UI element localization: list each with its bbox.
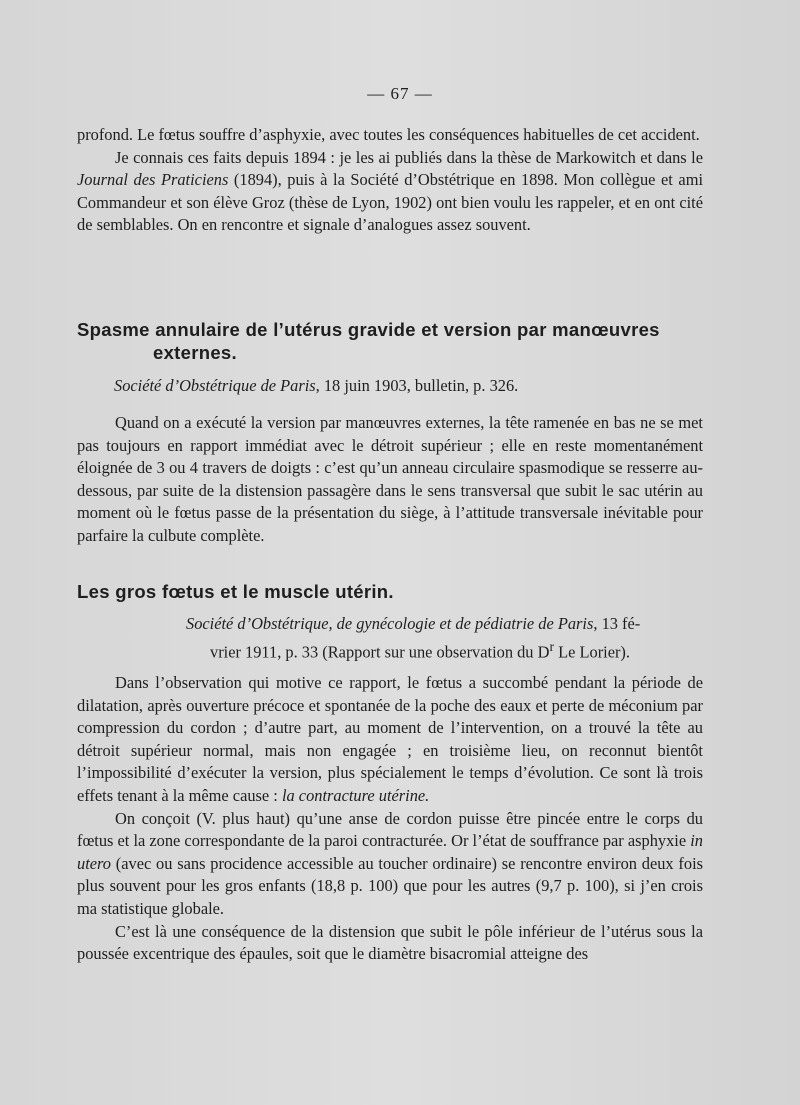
reference-spasme bbox=[114, 374, 704, 397]
observation-text: Dans l’observation qui motive ce rapport, le fœtus a succombé pendant la période de dilatation, après ouverture précoce et spontanée de la poche des eaux et perte de méconium par compression du cordon ; d’autre part, au moment de l’intervention, on a trouvé la tête au détroit supérieur normal, mais non engagée ; en troisième lieu, on reconnut bientôt l’impossibilité d’exécuter la version, plus spécialement le temps d’évolution. Ce sont là trois effets tenant à la même cause : bbox=[77, 673, 703, 805]
reference-gros bbox=[186, 612, 704, 663]
opening-text-block bbox=[77, 124, 703, 237]
paragraph-observation bbox=[77, 672, 703, 808]
page-number: — 67 — bbox=[367, 84, 433, 103]
faits-text-after: (1894), puis à la Société d’Obstétrique en 1898. Mon collègue et ami Commandeur et son élève Groz (thèse de Lyon, 1902) ont bien voulu les rappeler, et en ont cité de semblables. On en rencontre et signale d’analogues assez souvent. bbox=[77, 170, 703, 235]
journal-title: Journal des Praticiens bbox=[77, 170, 229, 190]
observation-italic: la contracture utérine. bbox=[281, 785, 430, 805]
reference-society: Société d’Obstétrique de Paris bbox=[114, 376, 316, 395]
reference-continuation bbox=[186, 635, 704, 663]
reference-superscript: r bbox=[549, 639, 554, 654]
paragraph-distension: C’est là une conséquence de la distension que subit le pôle inférieur de l’utérus sous la poussée excentrique des épaules, soit que le diamètre bisacromial atteigne des bbox=[77, 921, 703, 964]
section-heading-spasme bbox=[77, 318, 703, 364]
cordon-text-a: On conçoit (V. plus haut) qu’une anse de cordon puisse être pincée entre le corps du fœtus et la zone correspondante de la paroi contracturée. Or l’état de souffrance par asphyxie bbox=[77, 808, 703, 851]
cordon-text-b: (avec ou sans procidence accessible au toucher ordinaire) se rencontre environ deux fois plus souvent pour les gros enfants (18,8 p. 100) que pour les autres (9,7 p. 100), si j’en crois ma statistique globale. bbox=[77, 853, 703, 918]
paragraph-spasme: Quand on a exécuté la version par manœuvres externes, la tête ramenée en bas ne se met pas toujours en rapport immédiat avec le détroit supérieur ; elle en reste momentanément éloignée de 3 ou 4 travers de doigts : c’est qu’un anneau circulaire spasmodique se resserre au-dessous, par suite de la distension passagère dans le sens transversal que subit le sac utérin au moment où le fœtus passe de la présentation du siège, à l’attitude transversale inévitable pour parfaire la culbute complète. bbox=[77, 413, 703, 545]
paragraph-cordon bbox=[77, 808, 703, 921]
reference-detail-c: Le Lorier). bbox=[554, 642, 630, 662]
faits-text-before: Je connais ces faits depuis 1894 : je les ai publiés dans la thèse de Markowitch et dans le bbox=[115, 147, 703, 167]
reference-society: Société d’Obstétrique, de gynécologie et de pédiatrie de Paris bbox=[186, 614, 594, 633]
heading-spasme-line2: externes. bbox=[153, 342, 237, 363]
paragraph-continuation: profond. Le fœtus souffre d’asphyxie, avec toutes les conséquences habituelles de cet accident. bbox=[77, 125, 700, 144]
heading-spasme-line1: Spasme annulaire de l’utérus gravide et version par manœuvres bbox=[77, 319, 660, 340]
reference-detail-b: vrier 1911, p. 33 (Rapport sur une observation du D bbox=[210, 642, 550, 662]
paragraph-faits bbox=[77, 147, 703, 237]
reference-detail-a: , 13 fé- bbox=[593, 614, 641, 633]
gros-text-block bbox=[77, 672, 703, 966]
spasme-text-block bbox=[77, 412, 703, 548]
section-heading-gros: Les gros fœtus et le muscle utérin. bbox=[77, 581, 394, 602]
cordon-italic: in utero bbox=[77, 831, 703, 873]
reference-detail: , 18 juin 1903, bulletin, p. 326. bbox=[315, 376, 519, 395]
